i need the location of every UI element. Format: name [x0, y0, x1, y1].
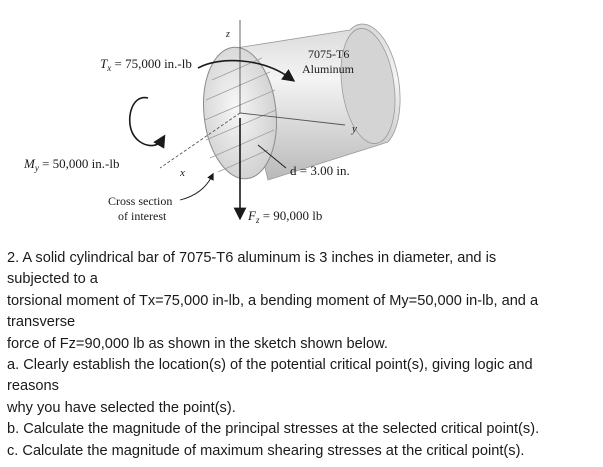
problem-line: torsional moment of Tx=75,000 in-lb, a bending moment of My=50,000 in-lb, and a [7, 292, 539, 309]
problem-line: 2. A solid cylindrical bar of 7075-T6 aluminum is 3 inches in diameter, and is [7, 250, 497, 266]
torque-label: $T_x = 75,000$ in.-lb [100, 56, 192, 73]
axis-y-label: y [352, 123, 357, 135]
cross-section-label-line2: of interest [118, 209, 167, 223]
problem-line: reasons [7, 378, 59, 395]
force-label: $F_z = 90,000$ lb [248, 208, 323, 225]
problem-line: transverse [7, 314, 76, 331]
problem-line: force of Fz=90,000 lb as shown in the sketch shown below. [7, 335, 388, 352]
cross-section-label-line1: Cross section [108, 194, 173, 208]
axis-z-label: z [226, 29, 230, 40]
moment-label: $M_y = 50,000$ in.-lb [24, 156, 120, 173]
problem-line: c. Calculate the magnitude of maximum shearing stresses at the critical point(s). [7, 442, 525, 459]
problem-statement [7, 248, 599, 462]
axis-x-label: x [180, 167, 185, 179]
problem-line: b. Calculate the magnitude of the principal stresses at the selected critical point(s). [7, 421, 540, 438]
cross-section-leader [180, 176, 212, 200]
diameter-label: d = 3.00 in. [290, 163, 350, 178]
material-label-line1: 7075-T6 [308, 47, 350, 61]
material-label-line2: Aluminum [302, 62, 355, 76]
bending-moment-curl [130, 98, 162, 146]
problem-line: a. Clearly establish the location(s) of the potential critical point(s), giving logic and [7, 357, 533, 374]
problem-line: subjected to a [7, 271, 98, 288]
problem-line: why you have selected the point(s). [7, 399, 236, 416]
